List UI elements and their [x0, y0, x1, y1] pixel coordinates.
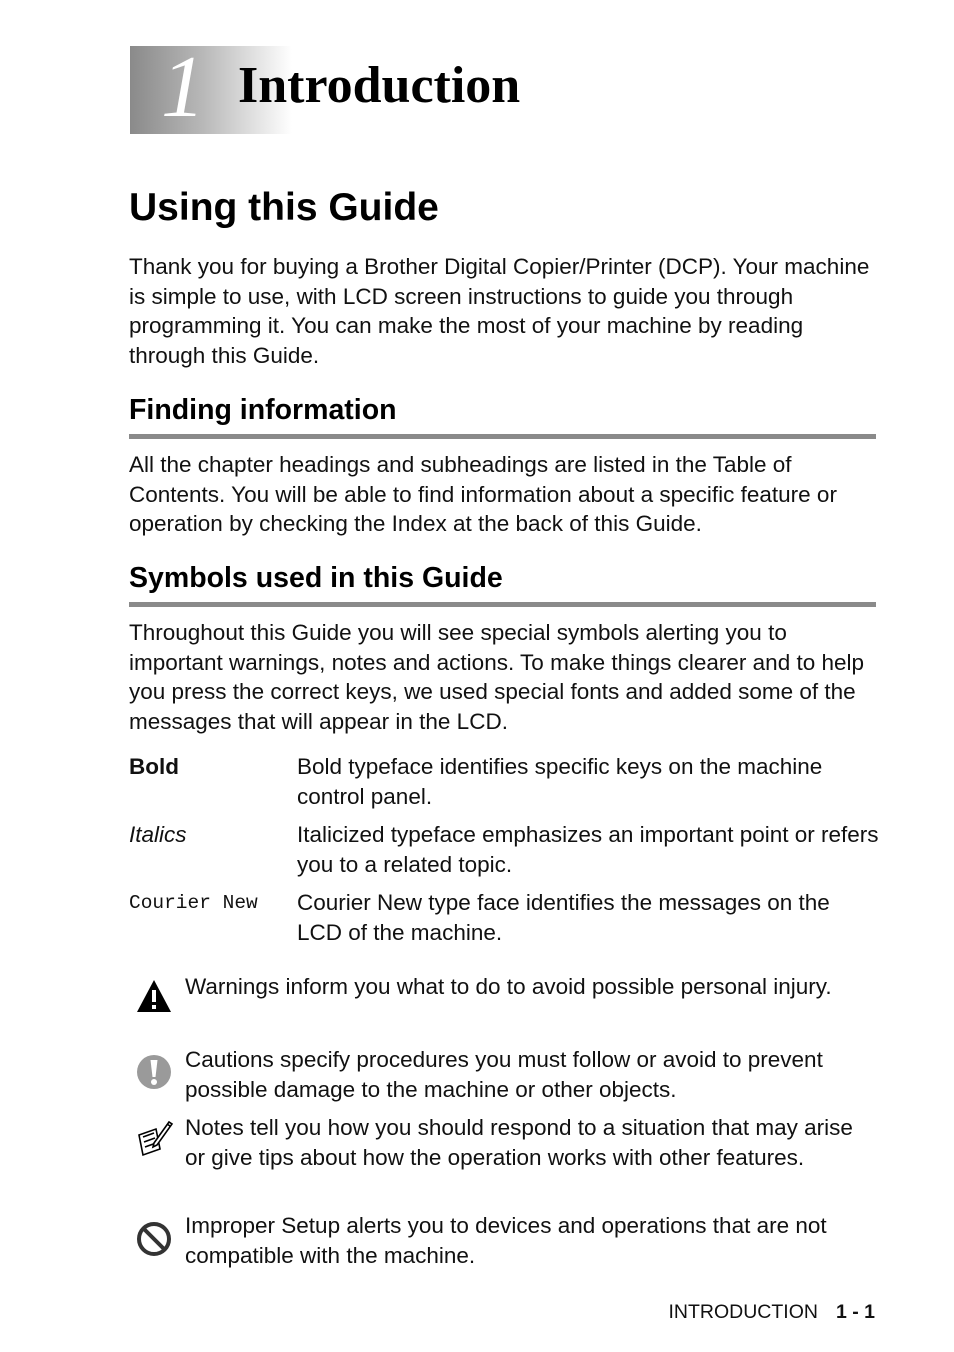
convention-definition-italics: Italicized typeface emphasizes an important point or refers you to a related topic. — [297, 822, 879, 877]
note-text: Notes tell you how you should respond to a situation that may arise or give tips about how the operation works with other features. — [185, 1115, 853, 1170]
prohibited-icon — [134, 1219, 174, 1259]
footer-page-number: 1 - 1 — [835, 1301, 875, 1323]
footer-chapter-label: INTRODUCTION — [668, 1301, 818, 1323]
chapter-number: 1 — [161, 39, 205, 136]
heading-rule — [129, 602, 876, 607]
intro-paragraph: Thank you for buying a Brother Digital Copier/Printer (DCP). Your machine is simple to use, with LCD screen instructions to guide you through programming it. You can make the most of your machine by reading through this Guide. — [129, 254, 870, 368]
page-footer — [668, 1299, 875, 1325]
caution-text: Cautions specify procedures you must follow or avoid to prevent possible damage to the machine or other objects. — [185, 1047, 823, 1102]
convention-definition-bold: Bold typeface identifies specific keys on the machine control panel. — [297, 754, 823, 809]
warning-triangle-icon — [134, 976, 174, 1016]
heading-rule — [129, 434, 876, 439]
section-heading: Using this Guide — [129, 186, 439, 229]
chapter-title: Introduction — [238, 57, 521, 114]
convention-term-courier: Courier New — [129, 892, 258, 914]
caution-exclamation-icon — [134, 1052, 174, 1092]
symbols-heading: Symbols used in this Guide — [129, 562, 503, 594]
convention-definition-courier: Courier New type face identifies the messages on the LCD of the machine. — [297, 890, 830, 945]
convention-term-bold: Bold — [129, 754, 179, 779]
finding-information-heading: Finding information — [129, 394, 397, 426]
improper-setup-text: Improper Setup alerts you to devices and operations that are not compatible with the machine. — [185, 1213, 827, 1268]
finding-information-paragraph: All the chapter headings and subheadings are listed in the Table of Contents. You will be able to find information about a specific feature or operation by checking the Index at the back of this Guide. — [129, 452, 837, 536]
note-pencil-icon — [134, 1117, 174, 1157]
warning-text: Warnings inform you what to do to avoid possible personal injury. — [185, 974, 832, 999]
symbols-paragraph: Throughout this Guide you will see special symbols alerting you to important warnings, notes and actions. To make things clearer and to help you press the correct keys, we used special fonts and added some of the messages that will appear in the LCD. — [129, 620, 865, 734]
convention-term-italics: Italics — [129, 822, 187, 847]
